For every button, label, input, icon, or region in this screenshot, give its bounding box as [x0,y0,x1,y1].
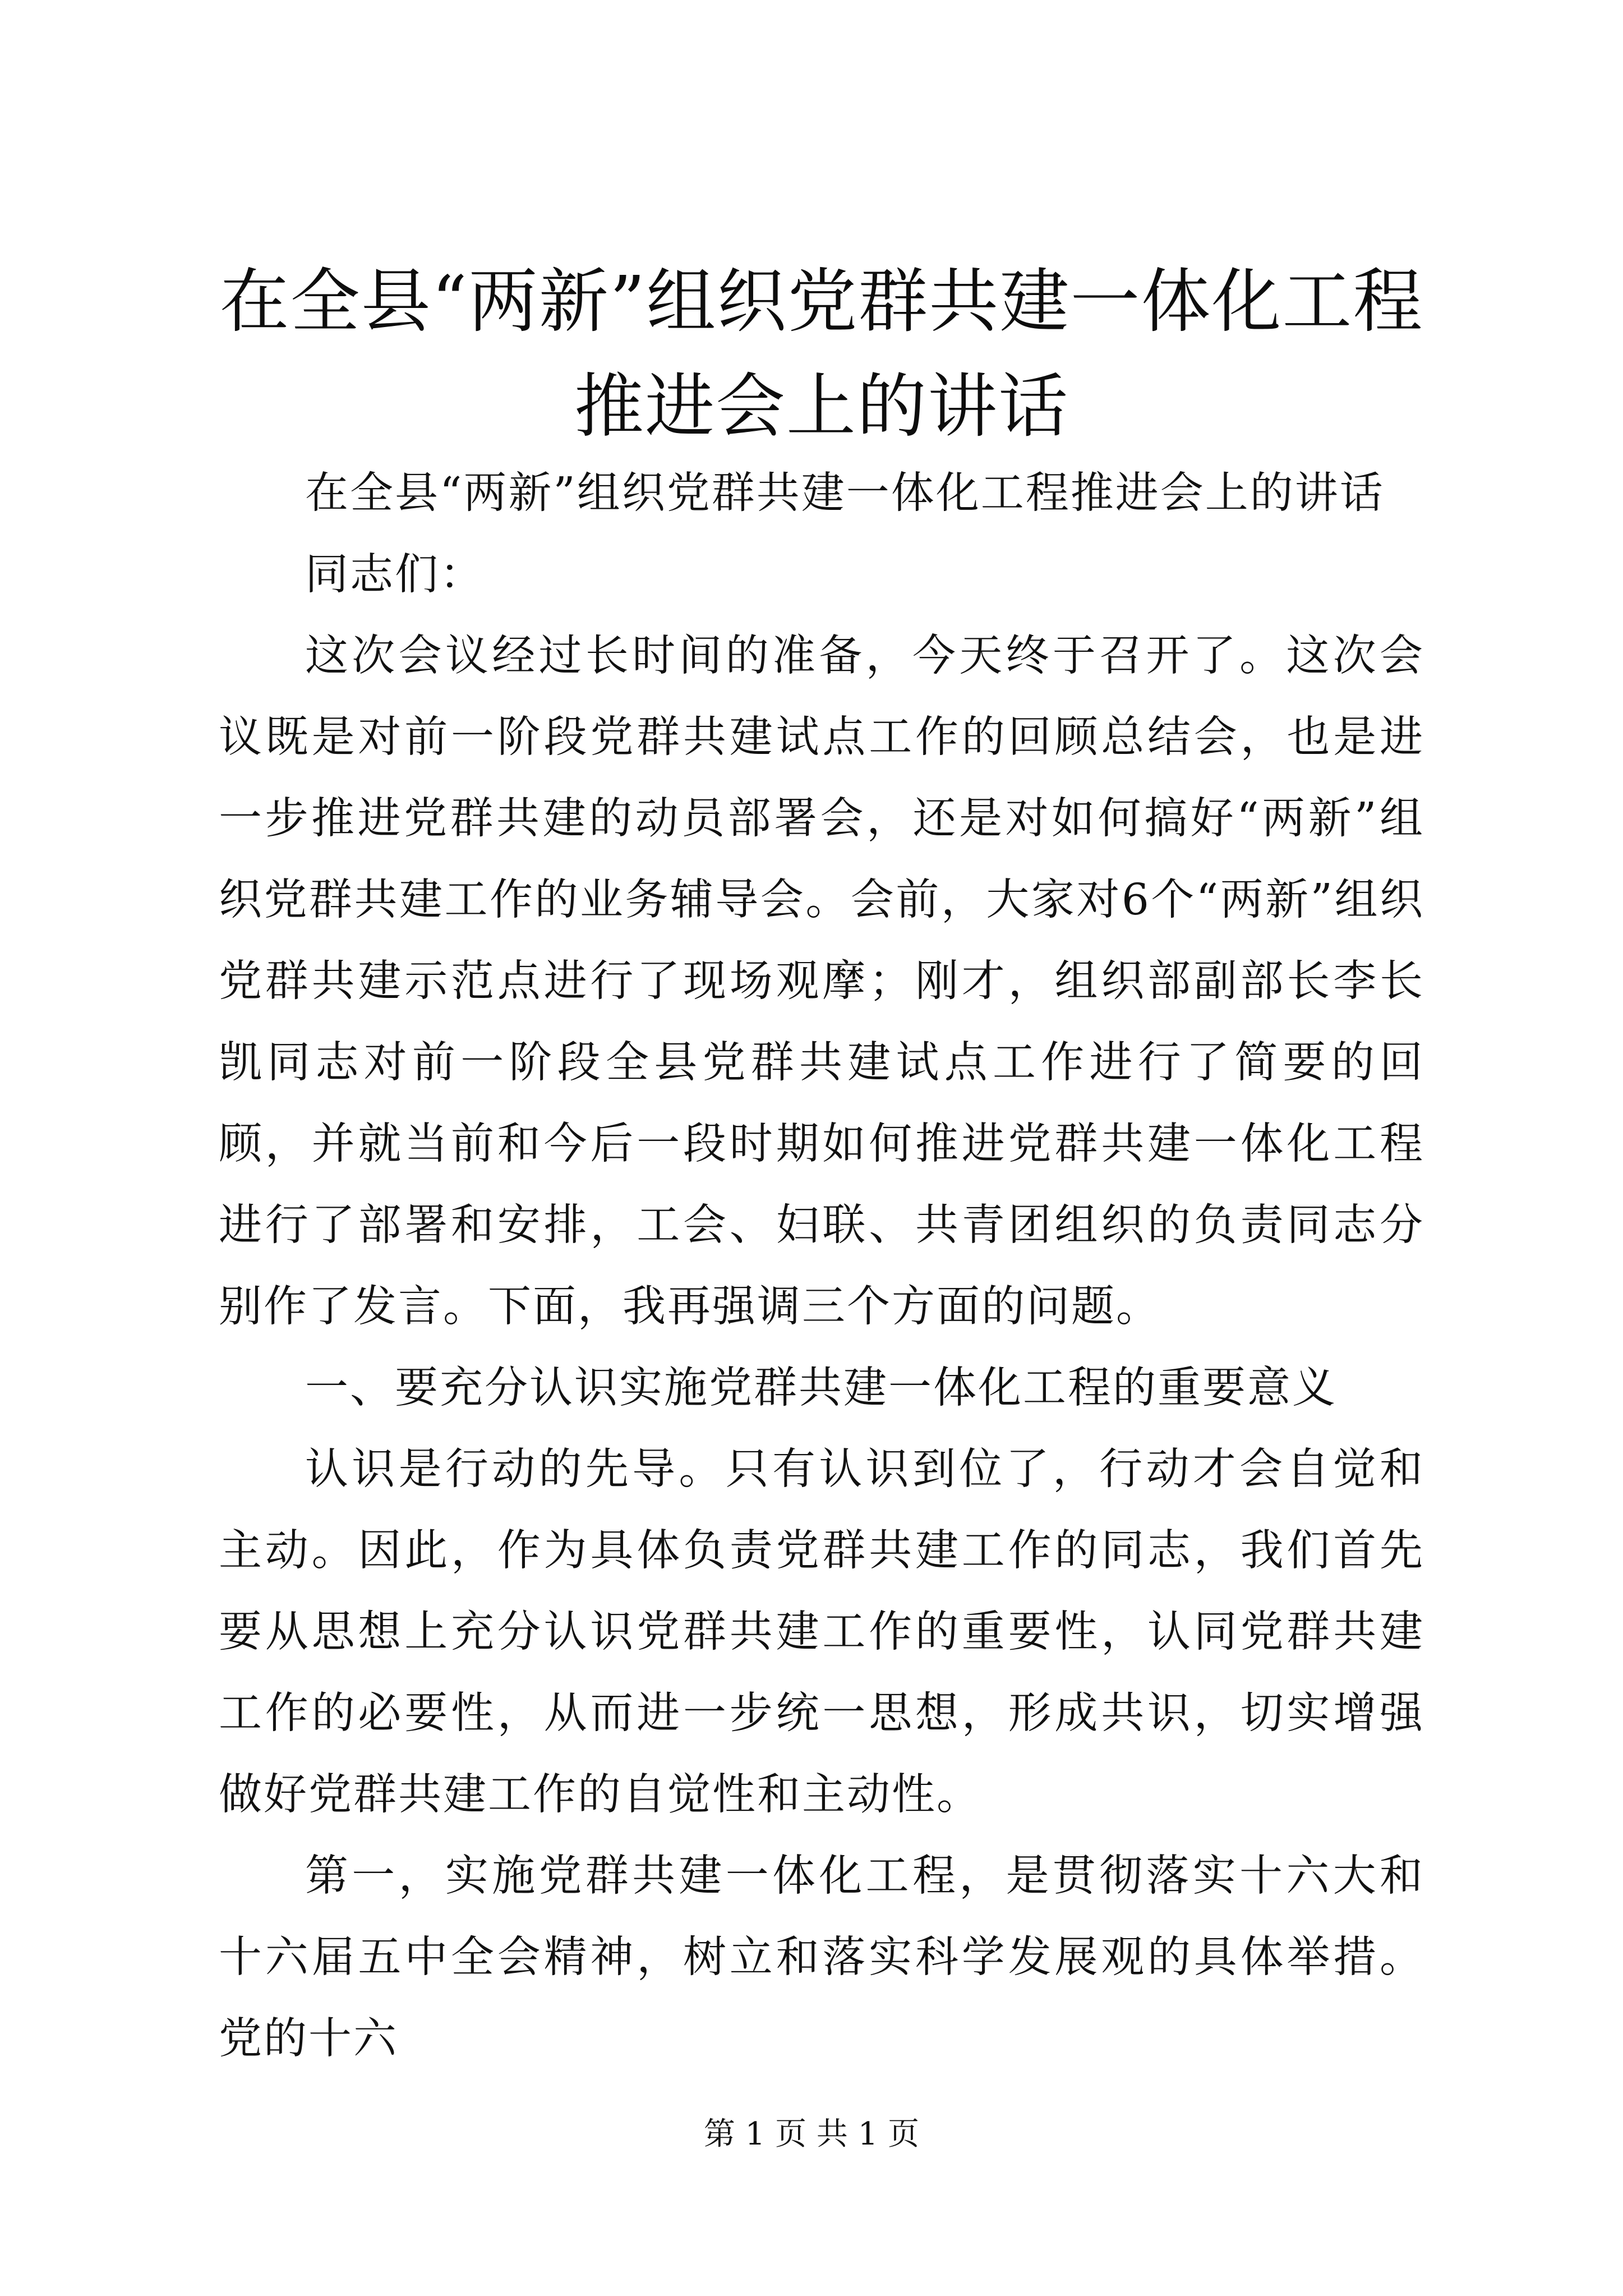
body-paragraph: 第一，实施党群共建一体化工程，是贯彻落实十六大和十六届五中全会精神，树立和落实科学发展观的具体举措。党的十六 [219,1851,1424,2064]
page-footer: 第 1 页 共 1 页 [703,2116,920,2152]
salutation: 同志们： [305,550,485,600]
document-body [219,453,1424,2079]
document-title: 在全县“两新”组织党群共建一体化工程推进会上的讲话 [219,261,1424,447]
document-subtitle: 在全县“两新”组织党群共建一体化工程推进会上的讲话 [305,468,1385,518]
section-heading: 一、要充分认识实施党群共建一体化工程的重要意义 [305,1363,1337,1413]
body-paragraph: 这次会议经过长时间的准备，今天终于召开了。这次会议既是对前一阶段党群共建试点工作的回顾总结会，也是进一步推进党群共建的动员部署会，还是对如何搞好“两新”组织党群共建工作的业务辅导会。会前，大家对6个“两新”组织党群共建示范点进行了现场观摩；刚才，组织部副部长李长凯同志对前一阶段全县党群共建试点工作进行了简要的回顾，并就当前和今后一段时期如何推进党群共建一体化工程进行了部署和安排，工会、妇联、共青团组织的负责同志分别作了发言。下面，我再强调三个方面的问题。 [219,631,1424,1332]
body-paragraph: 认识是行动的先导。只有认识到位了，行动才会自觉和主动。因此，作为具体负责党群共建工作的同志，我们首先要从思想上充分认识党群共建工作的重要性，认同党群共建工作的必要性，从而进一步统一思想，形成共识，切实增强做好党群共建工作的自觉性和主动性。 [219,1444,1424,1820]
